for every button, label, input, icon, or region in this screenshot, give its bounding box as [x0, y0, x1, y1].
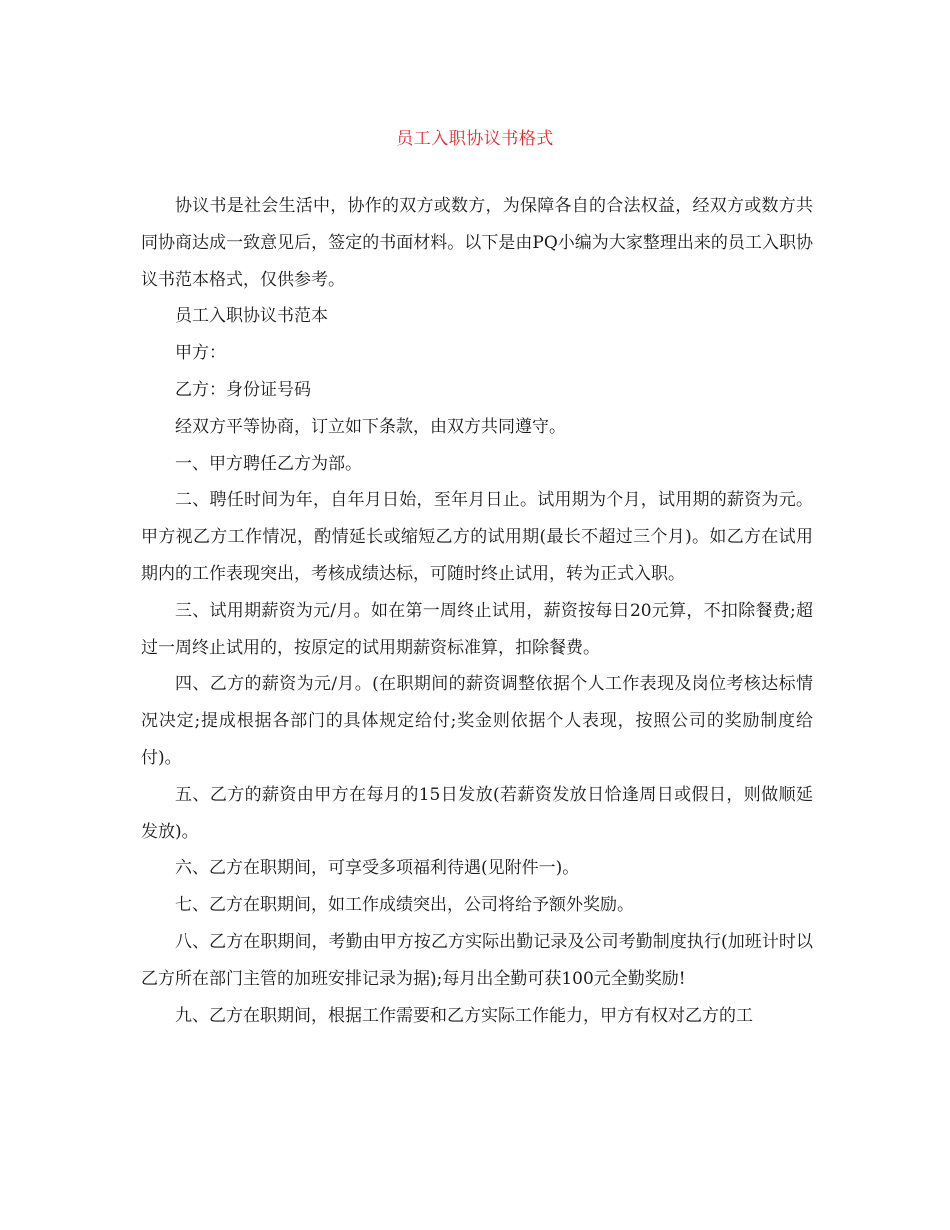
- party-b-line: 乙方：身份证号码: [175, 379, 311, 400]
- agreement-preamble: 经双方平等协商，订立如下条款，由双方共同遵守。: [175, 416, 566, 437]
- clause-5: 五、乙方的薪资由甲方在每月的15日发放(若薪资发放日恰逢周日或假日，则做顺延发放)。: [141, 784, 813, 842]
- clause-8: 八、乙方在职期间，考勤由甲方按乙方实际出勤记录及公司考勤制度执行(加班计时以乙方所在部门主管的加班安排记录为据);每月出全勤可获100元全勤奖励!: [141, 931, 813, 989]
- document-title: 员工入职协议书格式: [396, 129, 554, 149]
- party-a-line: 甲方：: [175, 343, 226, 364]
- clause-1: 一、甲方聘任乙方为部。: [175, 453, 362, 474]
- intro-paragraph: 协议书是社会生活中，协作的双方或数方，为保障各自的合法权益，经双方或数方共同协商达成一致意见后，签定的书面材料。以下是由PQ小编为大家整理出来的员工入职协议书范本格式，仅供参考。: [141, 196, 813, 290]
- clause-3: 三、试用期薪资为元/月。如在第一周终止试用，薪资按每日20元算，不扣除餐费;超过一周终止试用的，按原定的试用期薪资标准算，扣除餐费。: [141, 600, 813, 658]
- document-body: [141, 188, 813, 1034]
- clause-4: 四、乙方的薪资为元/月。(在职期间的薪资调整依据个人工作表现及岗位考核达标情况决定;提成根据各部门的具体规定给付;奖金则依据个人表现，按照公司的奖励制度给付)。: [141, 674, 813, 768]
- template-heading: 员工入职协议书范本: [175, 306, 328, 327]
- clause-9: 九、乙方在职期间，根据工作需要和乙方实际工作能力，甲方有权对乙方的工: [175, 1005, 753, 1026]
- clause-7: 七、乙方在职期间，如工作成绩突出，公司将给予额外奖励。: [175, 895, 634, 916]
- clause-6: 六、乙方在职期间，可享受多项福利待遇(见附件一)。: [175, 858, 580, 879]
- clause-2: 二、聘任时间为年，自年月日始，至年月日止。试用期为个月，试用期的薪资为元。甲方视乙方工作情况，酌情延长或缩短乙方的试用期(最长不超过三个月)。如乙方在试用期内的工作表现突出，考核成绩达标，可随时终止试用，转为正式入职。: [141, 490, 813, 584]
